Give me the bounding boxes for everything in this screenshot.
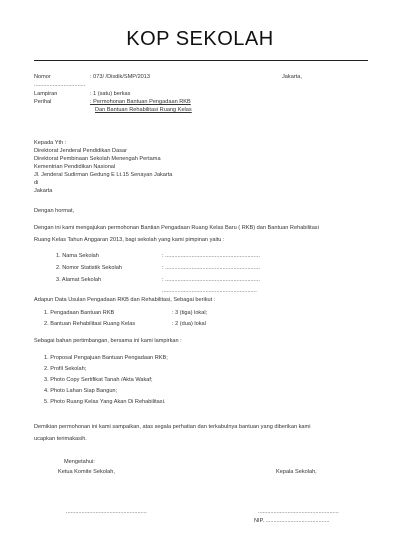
- intro-line-2: Ruang Kelas Tahun Anggaran 2013, bagi sekolah yang kami pimpinan yaitu :: [34, 237, 225, 243]
- lampiran-item: 3. Photo Copy Sertifikat Tanah /Akta Wakaf;: [44, 377, 153, 383]
- usulan-label: 1. Pengadaan Bantuan RKB: [44, 310, 115, 316]
- lampiran-label: Lampiran: [34, 91, 58, 97]
- lampiran-value: : 1 (satu) berkas: [90, 91, 131, 97]
- letterhead-title: KOP SEKOLAH: [126, 28, 274, 50]
- nomor-label: Nomor: [34, 74, 51, 80]
- closing-line-1: Demikian permohonan ini kami sampaikan, atas segala perhatian dan terkabulnya bantuan yang diberikan kami: [34, 424, 311, 430]
- nomor-dots: .................................: [34, 82, 86, 88]
- perihal-value-2: Dan Bantuan Rehabilitasi Ruang Kelas: [95, 107, 192, 113]
- closing-line-2: ucapkan terimakasih.: [34, 436, 87, 442]
- letterhead-divider: [34, 60, 368, 61]
- field-value: : .............................................................: [162, 265, 260, 271]
- recipient-line: Jl. Jenderal Sudirman Gedung E Lt.15 Senayan Jakarta: [34, 172, 173, 178]
- lampiran-item: 2. Profil Sekolah;: [44, 366, 87, 372]
- perihal-value-1: : Permohonan Bantuan Pengadaan RKB: [90, 99, 191, 105]
- lampiran-intro: Sebagai bahan pertimbangan, bersama ini kami lampirkan :: [34, 338, 182, 344]
- field-label: 2. Nomor Statistik Sekolah: [56, 265, 122, 271]
- recipient-line: Direktorat Jenderal Pendidikan Dasar: [34, 148, 127, 154]
- field-label: 1. Nama Sekolah: [56, 253, 99, 259]
- intro-line-1: Dengan ini kami mengajukan permohonan Bantian Pengadaan Ruang Kelas Baru ( RKB) dan Bantuan Rehabilitasi: [34, 225, 319, 231]
- usulan-label: 2. Bantuan Rehabilitasi Ruang Kelas: [44, 321, 136, 327]
- mengetahui-label: Mengetahui:: [64, 459, 95, 465]
- field-value: : .............................................................: [162, 253, 260, 259]
- field-value: : .............................................................: [162, 277, 260, 283]
- greeting: Dengan hormat,: [34, 208, 75, 214]
- nomor-value: : 073/ /Disdik/SMP/2013: [90, 74, 151, 80]
- usulan-intro: Adapun Data Usulan Pengadaan RKB dan Rehabilitasi, Sebagai berikut :: [34, 297, 216, 303]
- recipient-line: di: [34, 180, 39, 186]
- recipient-line: Jakarta: [34, 188, 53, 194]
- recipient-line: Direktorat Pembinaan Sekolah Menengah Pertama: [34, 156, 161, 162]
- field-value: .............................................................: [162, 288, 257, 294]
- kepala-label: Kepala Sekolah,: [276, 469, 317, 475]
- komite-signature-line: ....................................................: [66, 509, 147, 515]
- place-date: Jakarta,: [282, 74, 302, 80]
- lampiran-item: 1. Proposal Pengajuan Bantuan Pengadaan RKB;: [44, 355, 168, 361]
- field-label: 3. Alamat Sekolah: [56, 277, 102, 283]
- nip-label: NIP. .........................................: [254, 518, 330, 524]
- kepala-signature-line: ....................................................: [258, 509, 339, 515]
- komite-label: Ketua Komite Sekolah,: [58, 469, 115, 475]
- recipient-line: Kementrian Pendidikan Nasional: [34, 164, 116, 170]
- usulan-value: : 3 (tiga) lokal;: [172, 310, 208, 316]
- usulan-value: : 2 (dua) lokal: [172, 321, 206, 327]
- recipient-line: Kepada Yth :: [34, 140, 67, 146]
- perihal-label: Perihal: [34, 99, 52, 105]
- lampiran-item: 5. Photo Ruang Kelas Yang Akan Di Rehabilitasi.: [44, 399, 166, 405]
- lampiran-item: 4. Photo Lahan Siap Bangun;: [44, 388, 118, 394]
